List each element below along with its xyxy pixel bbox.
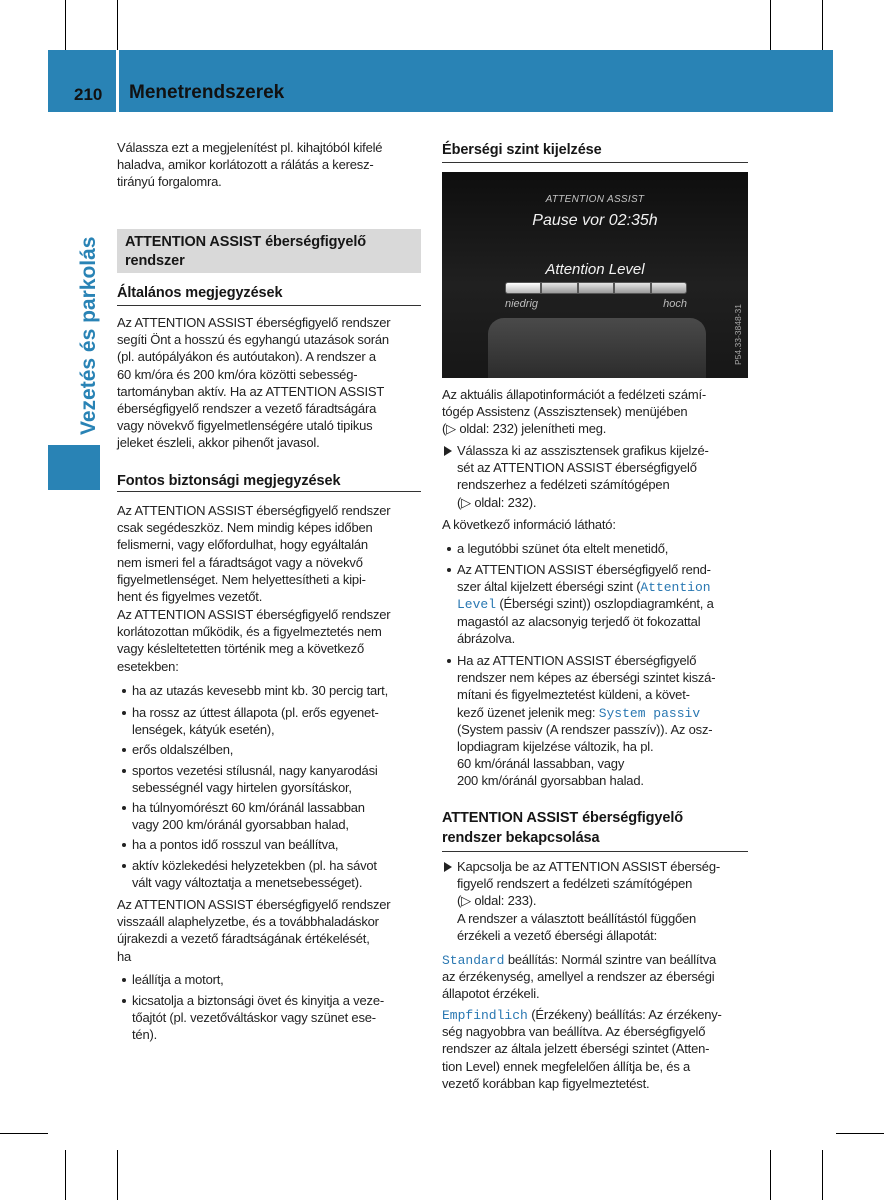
crop-mark [770, 1150, 771, 1200]
display-text-code: Standard [442, 953, 505, 968]
chapter-title: Menetrendszerek [129, 82, 285, 103]
crop-mark [836, 1133, 884, 1134]
text-line: leállítja a motort, [132, 972, 224, 987]
text-line: haladva, amikor korlátozott a rálátás a keresz- [117, 157, 374, 173]
text-line: éberségfigyelő rendszer a vezető fáradtságára [117, 400, 377, 416]
heading-rule [117, 305, 421, 306]
text-line: mítani és figyelmeztetést küldeni, a követ- [457, 687, 690, 703]
page-number: 210 [74, 85, 103, 104]
crop-mark [770, 0, 771, 50]
level-segment [652, 283, 686, 293]
text-segment: szer által kijelzett éberségi szint ( [457, 579, 641, 595]
section-title-line: rendszer [125, 253, 185, 269]
text-line: 200 km/óránál gyorsabban halad. [457, 773, 644, 789]
text-line: Az aktuális állapotinformációt a fedélzeti számí- [442, 387, 707, 402]
text-line: hent és figyelmes vezetőt. [117, 588, 263, 604]
display-heading: Éberségi szint kijelzése [442, 142, 602, 158]
level-segment [615, 283, 649, 293]
text-line: (pl. autópályákon és autóutakon). A rendszer a [117, 349, 376, 365]
list-item [132, 857, 377, 891]
level-segment [542, 283, 576, 293]
text-line: segíti Önt a hosszú és egyhangú utazások során [117, 332, 389, 348]
crop-mark [65, 0, 66, 50]
text-line: ha rossz az úttest állapota (pl. erős egyenet- [132, 705, 379, 720]
play-triangle-icon [444, 446, 452, 456]
list-item [132, 704, 379, 738]
status-info-paragraph [442, 386, 706, 438]
list-item [132, 992, 384, 1044]
action-step [457, 442, 709, 511]
text-line: sét az ATTENTION ASSIST éberségfigyelő [457, 460, 697, 476]
crop-mark [65, 1150, 66, 1200]
attention-level-bar [505, 282, 687, 294]
text-line: ha a pontos idő rosszul van beállítva, [132, 837, 339, 852]
sensitive-setting-paragraph [442, 1006, 722, 1092]
text-line: tőajtót (pl. vezetőváltáskor vagy szünet ese- [132, 1010, 376, 1026]
heading-rule [442, 851, 748, 852]
text-line: Kapcsolja be az ATTENTION ASSIST éberség- [457, 859, 720, 874]
text-line: Az ATTENTION ASSIST éberségfigyelő rendszer [117, 315, 391, 330]
text-line: 60 km/óra és 200 km/óra közötti sebesség- [117, 366, 358, 382]
text-line: tartományban aktív. Ha az ATTENTION ASSIST [117, 383, 385, 399]
text-line: lopdiagram kijelzése változik, ha pl. [457, 738, 654, 754]
text-line: vagy 200 km/óránál gyorsabban halad, [132, 817, 349, 833]
text-line [442, 951, 716, 968]
bullet-dot-icon [447, 659, 451, 663]
text-line [457, 704, 715, 721]
text-line: Az ATTENTION ASSIST éberségfigyelő rendszer [117, 897, 391, 912]
text-line: (▷ oldal: 232) jelenítheti meg. [442, 421, 607, 437]
text-line: (▷ oldal: 233). [457, 893, 537, 909]
reset-paragraph [117, 896, 390, 965]
text-segment: (Éberségi szint)) oszlopdiagramként, a [496, 596, 714, 612]
level-segment [579, 283, 613, 293]
text-line: erős oldalszélben, [132, 742, 234, 757]
text-line: Az ATTENTION ASSIST éberségfigyelő rend- [457, 562, 711, 577]
bullet-dot-icon [122, 978, 126, 982]
text-line: nem ismeri fel a fáradtságot vagy a növekvő [117, 554, 363, 570]
text-line: vezető korábban kap figyelmeztetést. [442, 1075, 650, 1091]
attention-level-display-image [442, 172, 748, 378]
text-line: Válassza ezt a megjelenítést pl. kihajtóból kifelé [117, 140, 383, 155]
text-segment: (Érzékeny) beállítás: Az érzékeny- [527, 1007, 722, 1022]
text-line: tén). [132, 1027, 158, 1043]
standard-setting-paragraph [442, 951, 716, 1003]
crop-mark [117, 0, 118, 50]
image-code: P54.33-3848-31 [733, 304, 743, 366]
text-line: ha [117, 948, 132, 964]
text-line: a legutóbbi szünet óta eltelt menetidő, [457, 541, 669, 556]
list-item [132, 971, 224, 988]
bullet-dot-icon [122, 689, 126, 693]
attention-level-label: Attention Level [545, 261, 645, 278]
text-line: (System passiv (A rendszer passzív)). Az osz- [457, 721, 713, 737]
text-line: A rendszer a választott beállítástól függően [457, 910, 697, 926]
text-line: 60 km/óránál lassabban, vagy [457, 756, 625, 772]
crop-mark [0, 1133, 48, 1134]
heading-line: ATTENTION ASSIST éberségfigyelő [442, 810, 684, 826]
list-item [457, 652, 715, 790]
bullet-dot-icon [122, 711, 126, 715]
display-text-code: System passiv [598, 705, 701, 721]
action-step [457, 858, 720, 944]
text-line: ha túlnyomórészt 60 km/óránál lassabban [132, 800, 365, 815]
bullet-dot-icon [122, 769, 126, 773]
bullet-dot-icon [122, 843, 126, 847]
text-line: aktív közlekedési helyzetekben (pl. ha sávot [132, 858, 377, 873]
heading-rule [117, 491, 421, 492]
text-line [442, 1006, 722, 1023]
text-line: rendszer az általa jelzett éberségi szintet (Atten- [442, 1041, 710, 1057]
text-line: ség nagyobbra van beállítva. Az éberségfigyelő [442, 1024, 706, 1040]
text-line: lenségek, kátyúk esetén), [132, 722, 275, 738]
text-segment: kező üzenet jelenik meg: [457, 704, 599, 720]
text-segment: beállítás: Normál szintre van beállítva [504, 952, 717, 967]
general-notes-paragraph [117, 314, 390, 452]
general-notes-heading: Általános megjegyzések [117, 285, 283, 301]
intro-paragraph [117, 139, 382, 191]
crop-mark [822, 1150, 823, 1200]
list-item [132, 762, 378, 796]
text-line: Az ATTENTION ASSIST éberségfigyelő rendszer [117, 503, 391, 518]
bullet-dot-icon [447, 568, 451, 572]
crop-mark [822, 0, 823, 50]
level-segment [506, 283, 540, 293]
text-line: Az ATTENTION ASSIST éberségfigyelő rendszer [117, 607, 391, 622]
crop-mark [117, 1150, 118, 1200]
level-high-label: hoch [663, 298, 687, 310]
safety-paragraph [117, 502, 390, 605]
display-text-code: Empfindlich [442, 1008, 528, 1023]
info-intro [442, 516, 616, 533]
section-title-line: ATTENTION ASSIST éberségfigyelő [125, 234, 367, 250]
text-line: figyelmetlenséget. Nem helyettesítheti a kipi- [117, 571, 366, 587]
display-text-code: Level [457, 597, 497, 613]
text-line: tógép Assistenz (Asszisztensek) menüjében [442, 404, 688, 420]
text-line [457, 595, 714, 612]
section-title-box [117, 229, 421, 273]
pause-timer-text: Pause vor 02:35h [532, 212, 658, 229]
text-line: rendszer nem képes az éberségi szintet kiszá- [457, 670, 716, 686]
safety-notes-heading: Fontos biztonsági megjegyzések [117, 473, 341, 489]
level-low-label: niedrig [505, 298, 539, 310]
text-line: az érzékenység, amellyel a rendszer az éberségi [442, 969, 715, 985]
limitations-paragraph [117, 606, 390, 675]
text-line: vagy növekvő figyelmetlenségére utaló tipikus [117, 418, 373, 434]
list-item [457, 561, 714, 647]
text-line: korlátozottan működik, és a figyelmeztetés nem [117, 624, 382, 640]
list-item [132, 799, 365, 833]
text-line: Válassza ki az asszisztensek grafikus kijelzé- [457, 443, 709, 458]
list-item [132, 741, 233, 758]
activation-heading [442, 808, 683, 848]
text-line: vagy késleltetetten történik meg a következő [117, 641, 365, 657]
text-line: ábrázolva. [457, 630, 515, 646]
text-line: érzékeli a vezető éberségi állapotát: [457, 927, 658, 943]
chapter-tab-label: Vezetés és parkolás [77, 236, 100, 436]
text-line: tirányú forgalomra. [117, 174, 222, 190]
text-line: ha az utazás kevesebb mint kb. 30 percig tart, [132, 683, 388, 698]
text-line: (▷ oldal: 232). [457, 494, 537, 510]
heading-rule [442, 162, 748, 163]
text-line: esetekben: [117, 658, 179, 674]
text-line: sebességnél vagy hirtelen gyorsításkor, [132, 780, 352, 796]
text-line: tion Level) ennek megfelelően állítja be, és a [442, 1058, 691, 1074]
text-line: állapotot érzékeli. [442, 986, 540, 1002]
text-line: csak segédeszköz. Nem mindig képes időben [117, 520, 373, 536]
list-item [457, 540, 668, 557]
text-line: újrakezdi a vezető fáradtságának értékelését, [117, 931, 370, 947]
bullet-dot-icon [122, 806, 126, 810]
list-item [132, 836, 338, 853]
bullet-dot-icon [122, 999, 126, 1003]
bullet-dot-icon [447, 547, 451, 551]
text-line: rendszerhez a fedélzeti számítógépen [457, 477, 670, 493]
header-divider [116, 50, 119, 112]
heading-line: rendszer bekapcsolása [442, 830, 600, 846]
text-line [457, 578, 714, 595]
text-line: sportos vezetési stílusnál, nagy kanyarodási [132, 763, 378, 778]
play-triangle-icon [444, 862, 452, 872]
text-line: Ha az ATTENTION ASSIST éberségfigyelő [457, 653, 697, 668]
display-title: ATTENTION ASSIST [545, 194, 645, 205]
text-line: vált vagy változtatja a menetsebességet). [132, 875, 363, 891]
text-line: figyelő rendszert a fedélzeti számítógépen [457, 876, 693, 892]
text-line: visszaáll alaphelyzetbe, és a továbbhaladáskor [117, 914, 379, 930]
bullet-dot-icon [122, 864, 126, 868]
display-text-code: Attention [640, 580, 711, 596]
list-item [132, 682, 388, 699]
text-line: felismerni, vagy előfordulhat, hogy egyáltalán [117, 537, 368, 553]
text-line: A következő információ látható: [442, 517, 616, 532]
text-line: magastól az alacsonyig terjedő öt fokozattal [457, 613, 701, 629]
text-line: kicsatolja a biztonsági övet és kinyitja a veze- [132, 993, 384, 1008]
display-bezel [488, 318, 706, 378]
bullet-dot-icon [122, 748, 126, 752]
text-line: jeleket észleli, akkor pihenőt javasol. [117, 435, 320, 451]
chapter-tab-marker [48, 445, 100, 490]
